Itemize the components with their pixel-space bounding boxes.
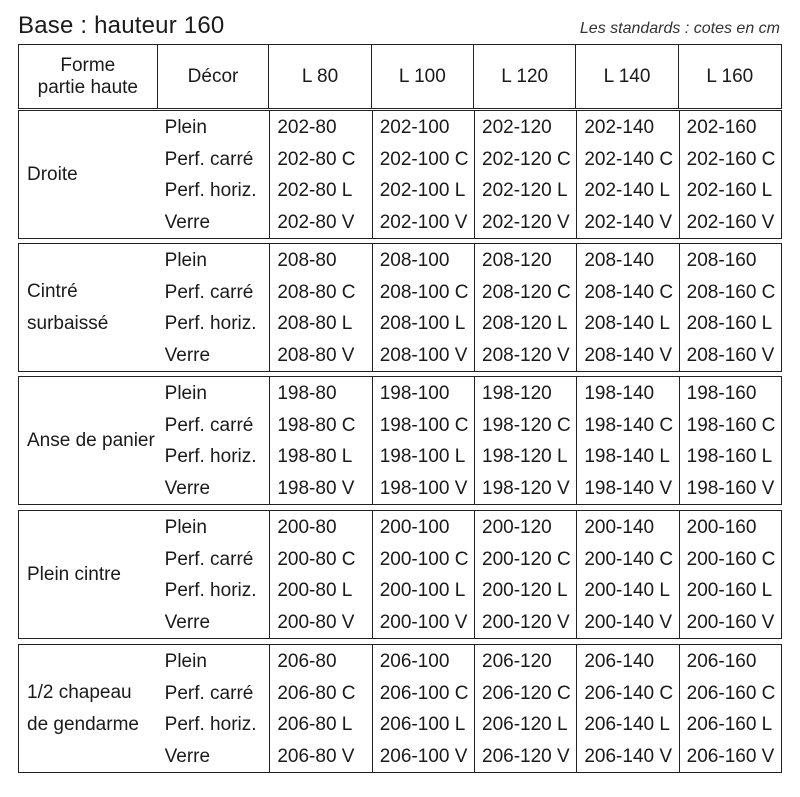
decor-list bbox=[158, 511, 270, 638]
reference-code: 200-80 bbox=[277, 517, 337, 538]
reference-code: 208-80 V bbox=[277, 344, 355, 366]
reference-code: 202-80 bbox=[277, 117, 337, 138]
reference-code: 198-100 bbox=[379, 383, 450, 404]
header-width-140: L 140 bbox=[576, 45, 678, 108]
shape-label: 1/2 chapeau de gendarme bbox=[27, 681, 139, 735]
table-group bbox=[18, 243, 782, 372]
reference-code: 206-120 bbox=[482, 651, 552, 672]
reference-column bbox=[474, 377, 576, 504]
reference-code: 200-160 V bbox=[686, 611, 775, 633]
reference-code: 208-100 V bbox=[379, 344, 468, 366]
reference-code: 198-160 C bbox=[686, 414, 776, 436]
reference-code: 206-80 C bbox=[277, 682, 356, 704]
reference-code: 206-80 V bbox=[277, 745, 355, 767]
reference-code: 198-120 C bbox=[482, 414, 571, 436]
reference-column bbox=[269, 244, 371, 371]
reference-code: 206-120 C bbox=[482, 682, 571, 704]
reference-code: 208-80 C bbox=[277, 281, 356, 303]
decor-label: Plein bbox=[164, 651, 207, 672]
reference-column bbox=[474, 244, 576, 371]
reference-column bbox=[576, 645, 678, 772]
reference-code: 198-80 V bbox=[277, 477, 355, 499]
reference-code: 208-100 L bbox=[379, 313, 466, 334]
reference-code: 202-120 C bbox=[482, 148, 571, 170]
reference-code: 200-140 C bbox=[584, 548, 674, 570]
reference-code: 198-140 bbox=[584, 383, 655, 404]
decor-label: Verre bbox=[164, 344, 211, 366]
reference-code: 198-80 L bbox=[277, 446, 353, 467]
reference-code: 208-80 L bbox=[277, 313, 353, 334]
reference-column bbox=[372, 511, 474, 638]
reference-code: 202-120 L bbox=[482, 180, 568, 201]
reference-code: 200-100 L bbox=[379, 580, 466, 601]
reference-code: 198-100 V bbox=[379, 477, 468, 499]
reference-code: 200-120 L bbox=[482, 580, 568, 601]
header-width-120: L 120 bbox=[474, 45, 576, 108]
reference-code: 208-100 C bbox=[379, 281, 469, 303]
reference-column bbox=[474, 111, 576, 238]
reference-code: 208-140 bbox=[584, 250, 655, 271]
decor-label: Plein bbox=[164, 517, 207, 538]
reference-code: 200-160 C bbox=[686, 548, 776, 570]
shape-label: Cintré surbaissé bbox=[27, 280, 109, 334]
reference-code: 198-80 C bbox=[277, 414, 356, 436]
reference-code: 202-140 bbox=[584, 117, 655, 138]
reference-code: 202-100 L bbox=[379, 180, 466, 201]
reference-code: 206-80 bbox=[277, 651, 337, 672]
reference-code: 206-100 C bbox=[379, 682, 469, 704]
reference-column bbox=[474, 645, 576, 772]
reference-column bbox=[679, 244, 781, 371]
reference-code: 202-140 V bbox=[584, 211, 673, 233]
reference-code: 206-160 V bbox=[686, 745, 775, 767]
decor-label: Verre bbox=[164, 745, 211, 767]
reference-code: 206-140 C bbox=[584, 682, 674, 704]
reference-code: 208-120 L bbox=[482, 313, 568, 334]
decor-label: Plein bbox=[164, 117, 207, 138]
decor-label: Verre bbox=[164, 211, 211, 233]
reference-code: 198-100 C bbox=[379, 414, 469, 436]
reference-code: 200-100 C bbox=[379, 548, 469, 570]
reference-code: 200-160 L bbox=[686, 580, 773, 601]
reference-code: 206-120 V bbox=[482, 745, 570, 767]
reference-code: 206-140 bbox=[584, 651, 655, 672]
decor-label: Perf. horiz. bbox=[164, 580, 257, 601]
reference-code: 198-120 V bbox=[482, 477, 570, 499]
reference-column bbox=[576, 511, 678, 638]
reference-code: 208-160 C bbox=[686, 281, 776, 303]
reference-code: 198-80 bbox=[277, 383, 337, 404]
reference-column bbox=[576, 244, 678, 371]
reference-code: 206-120 L bbox=[482, 714, 568, 735]
reference-code: 208-120 C bbox=[482, 281, 571, 303]
reference-column bbox=[679, 511, 781, 638]
reference-code: 202-160 L bbox=[686, 180, 773, 201]
shape-label: Droite bbox=[27, 163, 78, 185]
reference-column bbox=[679, 111, 781, 238]
decor-label: Perf. horiz. bbox=[164, 180, 257, 201]
reference-code: 198-160 L bbox=[686, 446, 773, 467]
reference-code: 202-160 bbox=[686, 117, 757, 138]
decor-label: Perf. horiz. bbox=[164, 446, 257, 467]
reference-column bbox=[372, 645, 474, 772]
decor-list bbox=[158, 244, 270, 371]
decor-label: Perf. horiz. bbox=[164, 313, 257, 334]
reference-column bbox=[576, 377, 678, 504]
reference-code: 202-100 V bbox=[379, 211, 468, 233]
decor-label: Perf. carré bbox=[164, 281, 254, 303]
table-group bbox=[18, 110, 782, 239]
reference-code: 208-160 L bbox=[686, 313, 773, 334]
reference-code: 202-80 C bbox=[277, 148, 356, 170]
reference-code: 200-120 V bbox=[482, 611, 570, 633]
reference-code: 202-80 L bbox=[277, 180, 353, 201]
reference-code: 206-140 L bbox=[584, 714, 670, 735]
reference-code: 206-160 bbox=[686, 651, 757, 672]
reference-code: 200-80 L bbox=[277, 580, 353, 601]
header-width-160: L 160 bbox=[706, 65, 754, 87]
reference-code: 202-100 C bbox=[379, 148, 469, 170]
reference-code: 208-140 C bbox=[584, 281, 674, 303]
reference-code: 202-140 L bbox=[584, 180, 670, 201]
reference-code: 198-160 V bbox=[686, 477, 775, 499]
reference-code: 208-120 bbox=[482, 250, 552, 271]
reference-code: 198-140 C bbox=[584, 414, 674, 436]
reference-code: 202-100 bbox=[379, 117, 450, 138]
decor-label: Plein bbox=[164, 383, 207, 404]
reference-code: 198-140 L bbox=[584, 446, 670, 467]
reference-code: 202-120 bbox=[482, 117, 552, 138]
reference-code: 202-160 C bbox=[686, 148, 776, 170]
reference-column bbox=[372, 377, 474, 504]
reference-code: 202-120 V bbox=[482, 211, 570, 233]
page-title: Base : hauteur 160 bbox=[18, 12, 225, 39]
table-group bbox=[18, 644, 782, 773]
header-forme: Forme partie haute bbox=[19, 45, 158, 108]
decor-label: Perf. carré bbox=[164, 682, 254, 704]
reference-column bbox=[269, 377, 371, 504]
reference-code: 208-140 V bbox=[584, 344, 673, 366]
reference-code: 208-80 bbox=[277, 250, 337, 271]
reference-column bbox=[269, 511, 371, 638]
reference-code: 208-120 V bbox=[482, 344, 570, 366]
reference-code: 200-140 L bbox=[584, 580, 670, 601]
reference-column bbox=[372, 244, 474, 371]
decor-list bbox=[158, 645, 270, 772]
reference-column bbox=[372, 111, 474, 238]
reference-code: 200-160 bbox=[686, 517, 757, 538]
reference-column bbox=[679, 377, 781, 504]
reference-column bbox=[269, 645, 371, 772]
reference-column bbox=[474, 511, 576, 638]
reference-code: 198-140 V bbox=[584, 477, 673, 499]
reference-code: 198-100 L bbox=[379, 446, 466, 467]
decor-label: Perf. carré bbox=[164, 148, 254, 170]
table-header bbox=[18, 44, 782, 109]
reference-code: 200-120 C bbox=[482, 548, 571, 570]
reference-code: 206-80 L bbox=[277, 714, 353, 735]
shape-label: Plein cintre bbox=[27, 563, 121, 585]
reference-code: 202-80 V bbox=[277, 211, 355, 233]
reference-code: 206-140 V bbox=[584, 745, 673, 767]
decor-label: Perf. carré bbox=[164, 414, 254, 436]
reference-code: 198-120 L bbox=[482, 446, 568, 467]
decor-list bbox=[158, 111, 270, 238]
decor-list bbox=[158, 377, 270, 504]
reference-code: 202-140 C bbox=[584, 148, 674, 170]
reference-code: 200-140 bbox=[584, 517, 655, 538]
reference-code: 200-80 C bbox=[277, 548, 356, 570]
decor-label: Perf. carré bbox=[164, 548, 254, 570]
reference-column bbox=[269, 111, 371, 238]
reference-code: 198-120 bbox=[482, 383, 552, 404]
reference-code: 202-160 V bbox=[686, 211, 775, 233]
reference-code: 206-100 L bbox=[379, 714, 466, 735]
reference-code: 200-80 V bbox=[277, 611, 355, 633]
decor-label: Plein bbox=[164, 250, 207, 271]
reference-code: 206-100 V bbox=[379, 745, 468, 767]
reference-code: 206-100 bbox=[379, 651, 450, 672]
reference-code: 206-160 L bbox=[686, 714, 773, 735]
reference-code: 208-160 bbox=[686, 250, 757, 271]
reference-code: 198-160 bbox=[686, 383, 757, 404]
reference-code: 208-160 V bbox=[686, 344, 775, 366]
reference-code: 208-100 bbox=[379, 250, 450, 271]
reference-code: 200-100 V bbox=[379, 611, 468, 633]
reference-column bbox=[576, 111, 678, 238]
reference-column bbox=[679, 645, 781, 772]
shape-label: Anse de panier bbox=[27, 429, 155, 451]
reference-code: 206-160 C bbox=[686, 682, 776, 704]
table-group bbox=[18, 376, 782, 505]
page-subtitle: Les standards : cotes en cm bbox=[579, 20, 780, 37]
reference-code: 208-140 L bbox=[584, 313, 670, 334]
header-width-80: L 80 bbox=[269, 45, 371, 108]
header-decor: Décor bbox=[158, 45, 270, 108]
decor-label: Perf. horiz. bbox=[164, 714, 257, 735]
decor-label: Verre bbox=[164, 611, 211, 633]
decor-label: Verre bbox=[164, 477, 211, 499]
table-group bbox=[18, 510, 782, 639]
reference-code: 200-100 bbox=[379, 517, 450, 538]
reference-code: 200-120 bbox=[482, 517, 552, 538]
reference-code: 200-140 V bbox=[584, 611, 673, 633]
header-width-100: L 100 bbox=[372, 45, 474, 108]
